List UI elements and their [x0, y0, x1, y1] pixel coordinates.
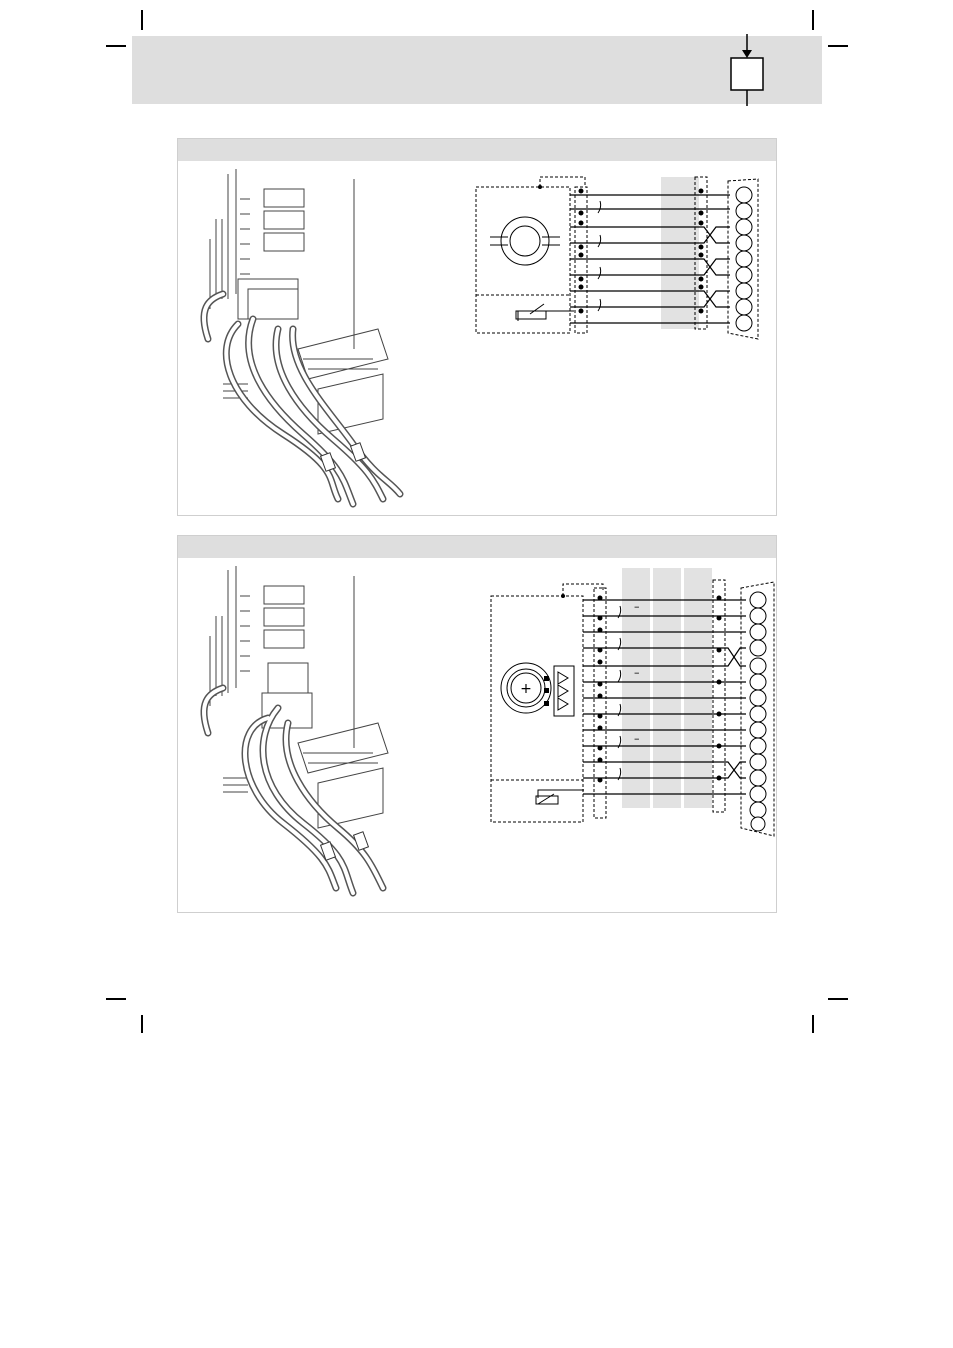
panel-title-bar — [178, 536, 776, 558]
crop-mark — [141, 1015, 143, 1033]
crop-mark — [141, 10, 143, 30]
encoder-wiring-schematic — [478, 566, 778, 846]
crop-mark — [828, 998, 848, 1000]
plus-glyph: + — [520, 681, 532, 697]
minus-glyph: – — [634, 600, 640, 613]
minus-glyph: – — [634, 666, 640, 679]
crop-mark — [812, 10, 814, 30]
resolver-wiring-schematic — [468, 169, 798, 369]
panel-encoder-connection — [177, 535, 777, 913]
crop-mark — [812, 1015, 814, 1033]
crop-mark — [828, 45, 848, 47]
drive-terminal-wiring-illustration — [178, 558, 418, 908]
minus-glyph: – — [634, 732, 640, 745]
arrow-into-box-icon — [717, 34, 777, 114]
panel-resolver-connection — [177, 138, 777, 516]
panel-title-bar — [178, 139, 776, 161]
crop-mark — [106, 45, 126, 47]
drive-terminal-wiring-illustration — [178, 159, 418, 519]
crop-mark — [106, 998, 126, 1000]
